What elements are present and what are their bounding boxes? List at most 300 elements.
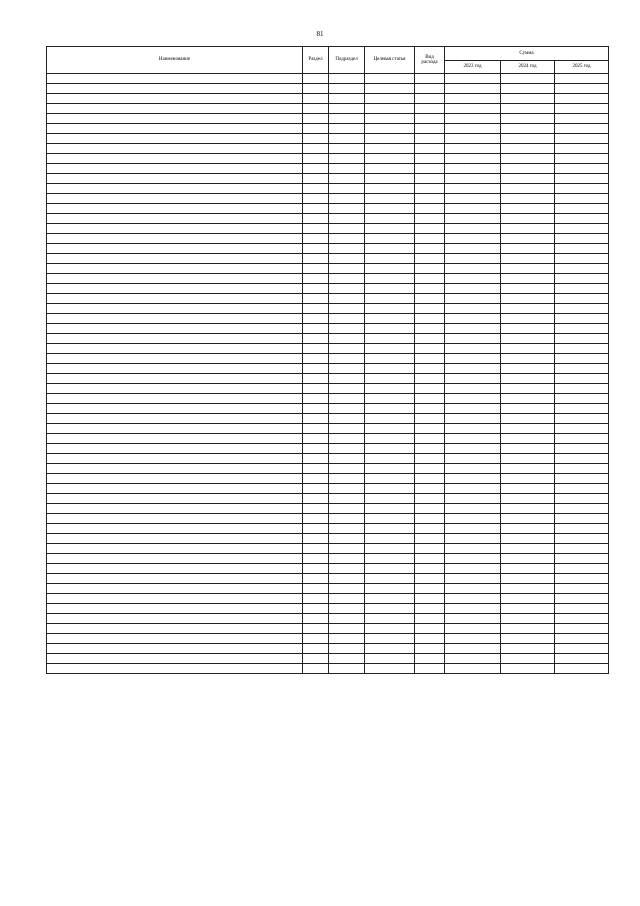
cell-target-article — [365, 204, 415, 214]
cell-amount-2025 — [555, 444, 609, 454]
table-row — [47, 174, 609, 184]
cell-expense-type — [415, 604, 445, 614]
cell-amount-2023 — [445, 624, 501, 634]
cell-expense-type — [415, 564, 445, 574]
cell-amount-2024 — [501, 534, 555, 544]
cell-amount-2024 — [501, 404, 555, 414]
cell-name — [47, 584, 303, 594]
cell-target-article — [365, 264, 415, 274]
table-row — [47, 494, 609, 504]
cell-subsection — [329, 544, 365, 554]
cell-target-article — [365, 494, 415, 504]
cell-section — [303, 104, 329, 114]
cell-expense-type — [415, 164, 445, 174]
cell-expense-type — [415, 474, 445, 484]
cell-name — [47, 574, 303, 584]
cell-name — [47, 354, 303, 364]
cell-amount-2025 — [555, 104, 609, 114]
cell-subsection — [329, 274, 365, 284]
cell-expense-type — [415, 514, 445, 524]
cell-amount-2023 — [445, 124, 501, 134]
cell-amount-2024 — [501, 664, 555, 674]
table-row — [47, 224, 609, 234]
cell-name — [47, 164, 303, 174]
table-row — [47, 614, 609, 624]
cell-name — [47, 84, 303, 94]
table-row — [47, 434, 609, 444]
cell-target-article — [365, 604, 415, 614]
cell-expense-type — [415, 574, 445, 584]
cell-target-article — [365, 284, 415, 294]
cell-amount-2025 — [555, 564, 609, 574]
cell-target-article — [365, 454, 415, 464]
cell-expense-type — [415, 294, 445, 304]
cell-expense-type — [415, 374, 445, 384]
cell-target-article — [365, 124, 415, 134]
cell-subsection — [329, 464, 365, 474]
cell-amount-2025 — [555, 174, 609, 184]
cell-amount-2023 — [445, 304, 501, 314]
cell-amount-2024 — [501, 114, 555, 124]
cell-expense-type — [415, 154, 445, 164]
cell-expense-type — [415, 454, 445, 464]
cell-amount-2025 — [555, 314, 609, 324]
header-section: Раздел — [303, 47, 329, 74]
cell-section — [303, 184, 329, 194]
cell-expense-type — [415, 614, 445, 624]
cell-amount-2025 — [555, 214, 609, 224]
cell-section — [303, 424, 329, 434]
cell-target-article — [365, 394, 415, 404]
cell-subsection — [329, 574, 365, 584]
table-row — [47, 644, 609, 654]
cell-amount-2025 — [555, 614, 609, 624]
cell-subsection — [329, 604, 365, 614]
cell-amount-2024 — [501, 474, 555, 484]
table-row — [47, 94, 609, 104]
table-row — [47, 664, 609, 674]
cell-target-article — [365, 344, 415, 354]
cell-section — [303, 644, 329, 654]
cell-amount-2023 — [445, 154, 501, 164]
cell-section — [303, 574, 329, 584]
cell-section — [303, 384, 329, 394]
cell-subsection — [329, 594, 365, 604]
cell-target-article — [365, 414, 415, 424]
cell-amount-2025 — [555, 484, 609, 494]
table-row — [47, 304, 609, 314]
cell-amount-2023 — [445, 554, 501, 564]
cell-amount-2024 — [501, 344, 555, 354]
cell-amount-2023 — [445, 144, 501, 154]
table-row — [47, 474, 609, 484]
cell-amount-2023 — [445, 424, 501, 434]
cell-expense-type — [415, 124, 445, 134]
cell-amount-2025 — [555, 184, 609, 194]
cell-target-article — [365, 644, 415, 654]
cell-amount-2023 — [445, 214, 501, 224]
cell-name — [47, 614, 303, 624]
table-row — [47, 464, 609, 474]
cell-amount-2024 — [501, 314, 555, 324]
cell-section — [303, 514, 329, 524]
cell-amount-2025 — [555, 504, 609, 514]
table-row — [47, 324, 609, 334]
cell-amount-2023 — [445, 354, 501, 364]
table-row — [47, 454, 609, 464]
table-row — [47, 394, 609, 404]
cell-name — [47, 404, 303, 414]
cell-amount-2025 — [555, 94, 609, 104]
cell-amount-2025 — [555, 464, 609, 474]
cell-name — [47, 664, 303, 674]
cell-amount-2024 — [501, 594, 555, 604]
table-row — [47, 374, 609, 384]
cell-target-article — [365, 434, 415, 444]
cell-amount-2024 — [501, 394, 555, 404]
cell-amount-2024 — [501, 444, 555, 454]
header-year-2025: 2025 год — [555, 60, 609, 74]
cell-expense-type — [415, 254, 445, 264]
cell-section — [303, 314, 329, 324]
cell-expense-type — [415, 414, 445, 424]
cell-name — [47, 364, 303, 374]
cell-expense-type — [415, 134, 445, 144]
cell-subsection — [329, 294, 365, 304]
cell-section — [303, 454, 329, 464]
cell-amount-2024 — [501, 144, 555, 154]
cell-target-article — [365, 444, 415, 454]
cell-subsection — [329, 534, 365, 544]
cell-amount-2024 — [501, 164, 555, 174]
cell-amount-2023 — [445, 244, 501, 254]
cell-name — [47, 444, 303, 454]
cell-section — [303, 584, 329, 594]
cell-amount-2024 — [501, 624, 555, 634]
cell-expense-type — [415, 534, 445, 544]
cell-expense-type — [415, 664, 445, 674]
cell-name — [47, 144, 303, 154]
cell-section — [303, 304, 329, 314]
cell-amount-2024 — [501, 84, 555, 94]
cell-name — [47, 634, 303, 644]
cell-target-article — [365, 164, 415, 174]
cell-amount-2023 — [445, 224, 501, 234]
header-year-2023: 2023 год — [445, 60, 501, 74]
cell-section — [303, 134, 329, 144]
cell-amount-2025 — [555, 594, 609, 604]
cell-expense-type — [415, 634, 445, 644]
cell-expense-type — [415, 644, 445, 654]
cell-expense-type — [415, 654, 445, 664]
page-number: 81 — [316, 30, 324, 38]
cell-target-article — [365, 84, 415, 94]
cell-amount-2023 — [445, 444, 501, 454]
cell-amount-2023 — [445, 564, 501, 574]
cell-target-article — [365, 534, 415, 544]
cell-subsection — [329, 494, 365, 504]
cell-target-article — [365, 354, 415, 364]
cell-amount-2023 — [445, 384, 501, 394]
cell-target-article — [365, 184, 415, 194]
table-row — [47, 424, 609, 434]
cell-name — [47, 394, 303, 404]
cell-subsection — [329, 324, 365, 334]
table-row — [47, 514, 609, 524]
cell-amount-2023 — [445, 394, 501, 404]
cell-name — [47, 274, 303, 284]
cell-section — [303, 414, 329, 424]
cell-expense-type — [415, 524, 445, 534]
cell-name — [47, 384, 303, 394]
cell-amount-2024 — [501, 364, 555, 374]
cell-target-article — [365, 554, 415, 564]
cell-name — [47, 464, 303, 474]
cell-amount-2024 — [501, 294, 555, 304]
cell-subsection — [329, 444, 365, 454]
cell-name — [47, 494, 303, 504]
cell-expense-type — [415, 314, 445, 324]
cell-subsection — [329, 174, 365, 184]
cell-target-article — [365, 254, 415, 264]
cell-target-article — [365, 234, 415, 244]
cell-name — [47, 534, 303, 544]
table-row — [47, 524, 609, 534]
cell-expense-type — [415, 584, 445, 594]
cell-section — [303, 594, 329, 604]
cell-amount-2023 — [445, 254, 501, 264]
cell-target-article — [365, 634, 415, 644]
cell-expense-type — [415, 384, 445, 394]
table-row — [47, 274, 609, 284]
cell-section — [303, 324, 329, 334]
cell-name — [47, 544, 303, 554]
cell-expense-type — [415, 324, 445, 334]
cell-name — [47, 454, 303, 464]
cell-amount-2024 — [501, 134, 555, 144]
table-row — [47, 564, 609, 574]
cell-amount-2024 — [501, 414, 555, 424]
cell-amount-2024 — [501, 504, 555, 514]
cell-amount-2023 — [445, 364, 501, 374]
cell-expense-type — [415, 84, 445, 94]
cell-target-article — [365, 224, 415, 234]
cell-subsection — [329, 204, 365, 214]
cell-expense-type — [415, 214, 445, 224]
cell-amount-2024 — [501, 124, 555, 134]
cell-name — [47, 644, 303, 654]
cell-amount-2024 — [501, 174, 555, 184]
cell-section — [303, 144, 329, 154]
table-row — [47, 544, 609, 554]
cell-subsection — [329, 564, 365, 574]
cell-expense-type — [415, 364, 445, 374]
cell-name — [47, 594, 303, 604]
cell-subsection — [329, 484, 365, 494]
cell-name — [47, 264, 303, 274]
cell-section — [303, 234, 329, 244]
cell-amount-2023 — [445, 534, 501, 544]
cell-amount-2024 — [501, 94, 555, 104]
cell-expense-type — [415, 504, 445, 514]
cell-name — [47, 204, 303, 214]
cell-expense-type — [415, 204, 445, 214]
cell-amount-2023 — [445, 134, 501, 144]
cell-subsection — [329, 344, 365, 354]
cell-name — [47, 434, 303, 444]
cell-target-article — [365, 594, 415, 604]
cell-amount-2024 — [501, 214, 555, 224]
cell-amount-2023 — [445, 584, 501, 594]
cell-amount-2023 — [445, 644, 501, 654]
cell-amount-2025 — [555, 374, 609, 384]
cell-amount-2024 — [501, 184, 555, 194]
cell-amount-2025 — [555, 534, 609, 544]
cell-amount-2024 — [501, 74, 555, 84]
cell-amount-2023 — [445, 504, 501, 514]
cell-amount-2023 — [445, 474, 501, 484]
cell-section — [303, 464, 329, 474]
cell-amount-2023 — [445, 334, 501, 344]
table-row — [47, 164, 609, 174]
cell-name — [47, 604, 303, 614]
cell-target-article — [365, 304, 415, 314]
cell-section — [303, 404, 329, 414]
cell-expense-type — [415, 114, 445, 124]
cell-name — [47, 94, 303, 104]
cell-amount-2025 — [555, 404, 609, 414]
cell-section — [303, 124, 329, 134]
cell-subsection — [329, 404, 365, 414]
cell-subsection — [329, 164, 365, 174]
cell-name — [47, 564, 303, 574]
cell-subsection — [329, 284, 365, 294]
cell-section — [303, 614, 329, 624]
cell-section — [303, 294, 329, 304]
header-target-article: Целевая статья — [365, 47, 415, 74]
cell-name — [47, 554, 303, 564]
cell-amount-2024 — [501, 244, 555, 254]
cell-amount-2024 — [501, 204, 555, 214]
cell-amount-2025 — [555, 294, 609, 304]
cell-name — [47, 324, 303, 334]
cell-subsection — [329, 264, 365, 274]
cell-subsection — [329, 144, 365, 154]
cell-section — [303, 194, 329, 204]
table-row — [47, 354, 609, 364]
cell-amount-2025 — [555, 414, 609, 424]
table-row — [47, 314, 609, 324]
cell-amount-2024 — [501, 254, 555, 264]
cell-target-article — [365, 334, 415, 344]
cell-subsection — [329, 304, 365, 314]
cell-section — [303, 204, 329, 214]
cell-section — [303, 114, 329, 124]
cell-amount-2024 — [501, 194, 555, 204]
cell-subsection — [329, 114, 365, 124]
cell-amount-2025 — [555, 494, 609, 504]
cell-subsection — [329, 314, 365, 324]
cell-subsection — [329, 454, 365, 464]
header-expense-type: Вид расхода — [415, 47, 445, 74]
cell-name — [47, 624, 303, 634]
cell-expense-type — [415, 434, 445, 444]
cell-target-article — [365, 144, 415, 154]
cell-amount-2025 — [555, 244, 609, 254]
cell-expense-type — [415, 74, 445, 84]
cell-target-article — [365, 584, 415, 594]
cell-amount-2025 — [555, 634, 609, 644]
cell-amount-2023 — [445, 284, 501, 294]
cell-target-article — [365, 314, 415, 324]
cell-amount-2024 — [501, 154, 555, 164]
cell-target-article — [365, 364, 415, 374]
cell-name — [47, 374, 303, 384]
cell-amount-2024 — [501, 524, 555, 534]
cell-amount-2023 — [445, 204, 501, 214]
cell-amount-2024 — [501, 384, 555, 394]
table-row — [47, 194, 609, 204]
cell-target-article — [365, 214, 415, 224]
cell-subsection — [329, 184, 365, 194]
cell-amount-2025 — [555, 384, 609, 394]
cell-amount-2025 — [555, 364, 609, 374]
cell-amount-2025 — [555, 204, 609, 214]
cell-target-article — [365, 614, 415, 624]
cell-amount-2025 — [555, 524, 609, 534]
cell-amount-2023 — [445, 594, 501, 604]
cell-amount-2023 — [445, 654, 501, 664]
cell-section — [303, 434, 329, 444]
cell-amount-2024 — [501, 434, 555, 444]
cell-amount-2023 — [445, 94, 501, 104]
cell-subsection — [329, 394, 365, 404]
cell-expense-type — [415, 284, 445, 294]
cell-amount-2025 — [555, 454, 609, 464]
cell-section — [303, 214, 329, 224]
cell-amount-2023 — [445, 74, 501, 84]
table-row — [47, 654, 609, 664]
cell-expense-type — [415, 94, 445, 104]
cell-name — [47, 294, 303, 304]
cell-amount-2023 — [445, 494, 501, 504]
cell-name — [47, 74, 303, 84]
cell-expense-type — [415, 274, 445, 284]
cell-expense-type — [415, 184, 445, 194]
cell-amount-2025 — [555, 114, 609, 124]
cell-target-article — [365, 474, 415, 484]
cell-amount-2024 — [501, 554, 555, 564]
cell-name — [47, 134, 303, 144]
cell-subsection — [329, 384, 365, 394]
cell-subsection — [329, 654, 365, 664]
cell-name — [47, 314, 303, 324]
cell-amount-2025 — [555, 624, 609, 634]
cell-amount-2024 — [501, 614, 555, 624]
cell-amount-2025 — [555, 224, 609, 234]
cell-amount-2024 — [501, 644, 555, 654]
cell-target-article — [365, 464, 415, 474]
cell-amount-2023 — [445, 164, 501, 174]
cell-amount-2024 — [501, 454, 555, 464]
cell-amount-2024 — [501, 514, 555, 524]
cell-name — [47, 344, 303, 354]
cell-section — [303, 374, 329, 384]
cell-section — [303, 604, 329, 614]
cell-target-article — [365, 664, 415, 674]
cell-subsection — [329, 424, 365, 434]
cell-amount-2025 — [555, 354, 609, 364]
